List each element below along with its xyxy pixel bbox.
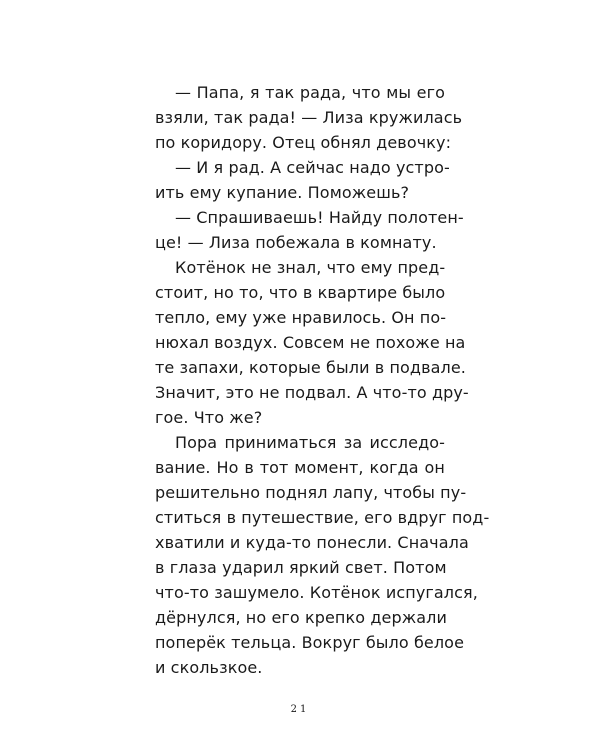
text-line: — Папа, я так рада, что мы его: [175, 83, 445, 102]
text-line: что-то зашумело. Котёнок испугался,: [155, 583, 478, 602]
text-line: хватили и куда-то понесли. Сначала: [155, 533, 469, 552]
text-line: в глаза ударил яркий свет. Потом: [155, 558, 447, 577]
text-line: взяли, так рада! — Лиза кружилась: [155, 108, 463, 127]
text-line: ститься в путешествие, его вдруг под-: [155, 508, 490, 527]
text-line: — И я рад. А сейчас надо устро-: [175, 158, 450, 177]
text-line: поперёк тельца. Вокруг было белое: [155, 633, 465, 652]
text-line: Значит, это не подвал. А что-то дру-: [155, 383, 469, 402]
text-line: решительно поднял лапу, чтобы пу-: [155, 483, 467, 502]
text-line: вание. Но в тот момент, когда он: [155, 458, 445, 477]
text-line: Пора приниматься за исследо-: [175, 433, 445, 452]
text-line: ить ему купание. Поможешь?: [155, 183, 410, 202]
text-line: Котёнок не знал, что ему пред-: [175, 258, 446, 277]
text-line: дёрнулся, но его крепко держали: [155, 608, 447, 627]
page-number: 21: [290, 704, 310, 715]
text-line: тепло, ему уже нравилось. Он по-: [155, 308, 447, 327]
text-line: те запахи, которые были в подвале.: [155, 358, 466, 377]
body-text: [155, 80, 490, 680]
text-line: по коридору. Отец обнял девочку:: [155, 133, 452, 152]
text-line: гое. Что же?: [155, 408, 263, 427]
text-line: и скользкое.: [155, 658, 263, 677]
text-line: нюхал воздух. Совсем не похоже на: [155, 333, 466, 352]
text-line: це! — Лиза побежала в комнату.: [155, 233, 437, 252]
text-line: стоит, но то, что в квартире было: [155, 283, 446, 302]
text-line: — Спрашиваешь! Найду полотен-: [175, 208, 464, 227]
